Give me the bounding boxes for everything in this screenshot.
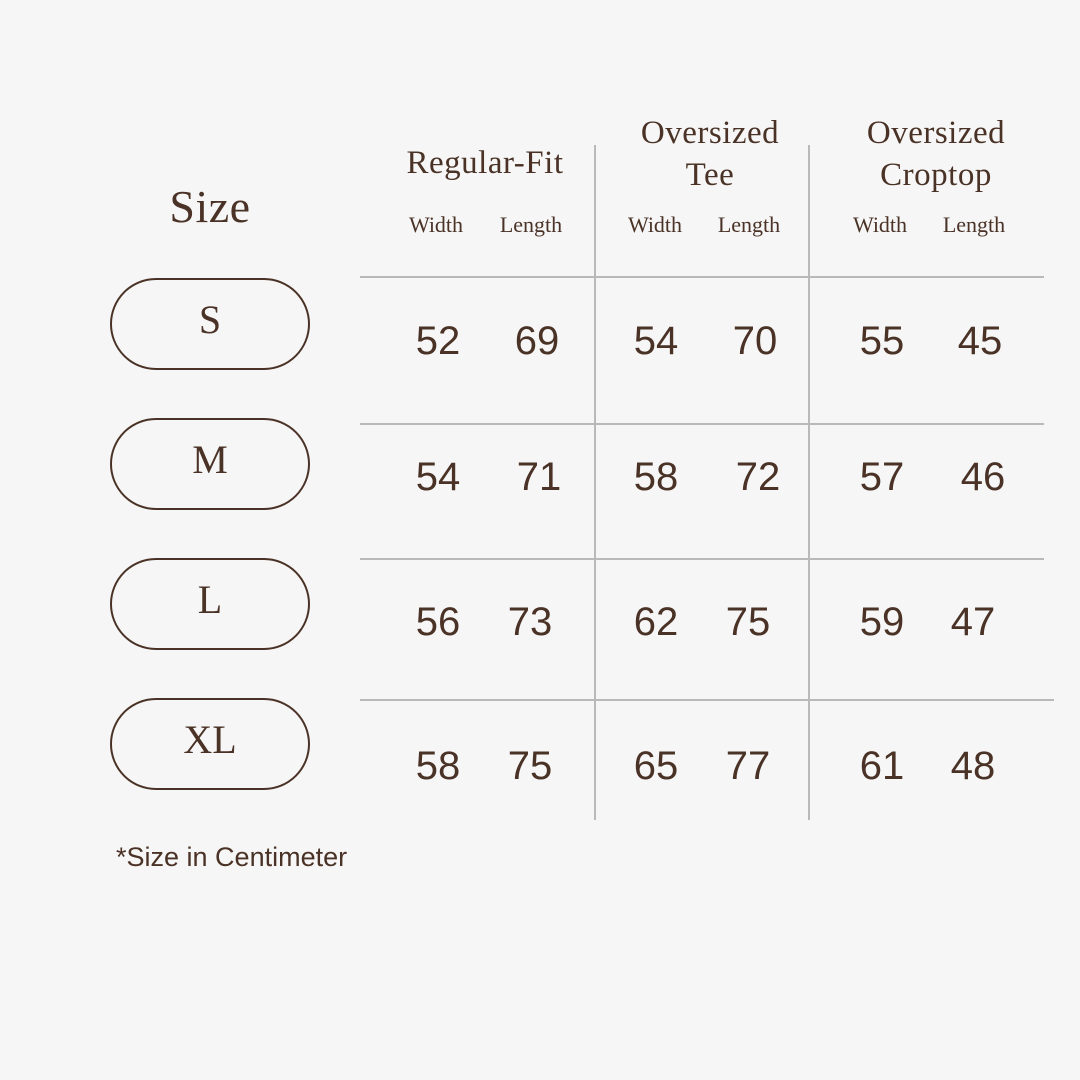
table-cell: 73: [507, 600, 553, 644]
table-cell: 54: [633, 319, 679, 363]
table-cell: 61: [859, 744, 905, 788]
size-pill-s: [110, 278, 310, 370]
table-cell: 70: [732, 319, 778, 363]
oversized-croptop-length-label: Length: [942, 212, 1006, 237]
table-cell: 52: [415, 319, 461, 363]
regular-fit-title: Regular-Fit: [406, 145, 564, 181]
size-pill-label: L: [197, 576, 223, 622]
size-column-header: Size: [169, 181, 251, 232]
table-cell: 58: [633, 455, 679, 499]
table-cell: 77: [725, 744, 771, 788]
table-cell: 71: [516, 455, 562, 499]
table-cell: 56: [415, 600, 461, 644]
column-divider: [808, 145, 810, 820]
table-cell: 69: [514, 319, 560, 363]
oversized-croptop-title-line2: Croptop: [880, 157, 992, 193]
oversized-croptop-width-label: Width: [852, 212, 908, 237]
oversized-tee-title-line1: Oversized: [640, 115, 780, 151]
table-cell: 46: [960, 455, 1006, 499]
row-divider: [360, 423, 1044, 425]
regular-fit-header: [390, 142, 580, 184]
size-pill-l: [110, 558, 310, 650]
oversized-croptop-header: [836, 112, 1036, 196]
column-divider: [594, 145, 596, 820]
regular-fit-width-label: Width: [408, 212, 464, 237]
row-divider: [360, 276, 1044, 278]
row-divider: [360, 699, 1054, 701]
oversized-tee-length-label: Length: [717, 212, 781, 237]
table-cell: 75: [507, 744, 553, 788]
table-cell: 59: [859, 600, 905, 644]
table-cell: 47: [950, 600, 996, 644]
table-cell: 54: [415, 455, 461, 499]
unit-footnote: *Size in Centimeter: [116, 842, 348, 872]
size-pill-label: XL: [183, 716, 237, 762]
table-cell: 48: [950, 744, 996, 788]
oversized-tee-header: [610, 112, 810, 196]
table-cell: 55: [859, 319, 905, 363]
table-cell: 75: [725, 600, 771, 644]
size-pill-m: [110, 418, 310, 510]
oversized-tee-width-label: Width: [627, 212, 683, 237]
size-pill-label: S: [198, 296, 222, 342]
table-cell: 45: [957, 319, 1003, 363]
table-cell: 57: [859, 455, 905, 499]
oversized-tee-title-line2: Tee: [685, 157, 735, 193]
oversized-croptop-title-line1: Oversized: [866, 115, 1006, 151]
table-cell: 65: [633, 744, 679, 788]
size-pill-label: M: [192, 436, 228, 482]
size-pill-xl: [110, 698, 310, 790]
row-divider: [360, 558, 1044, 560]
table-cell: 72: [735, 455, 781, 499]
table-cell: 58: [415, 744, 461, 788]
table-cell: 62: [633, 600, 679, 644]
regular-fit-length-label: Length: [499, 212, 563, 237]
